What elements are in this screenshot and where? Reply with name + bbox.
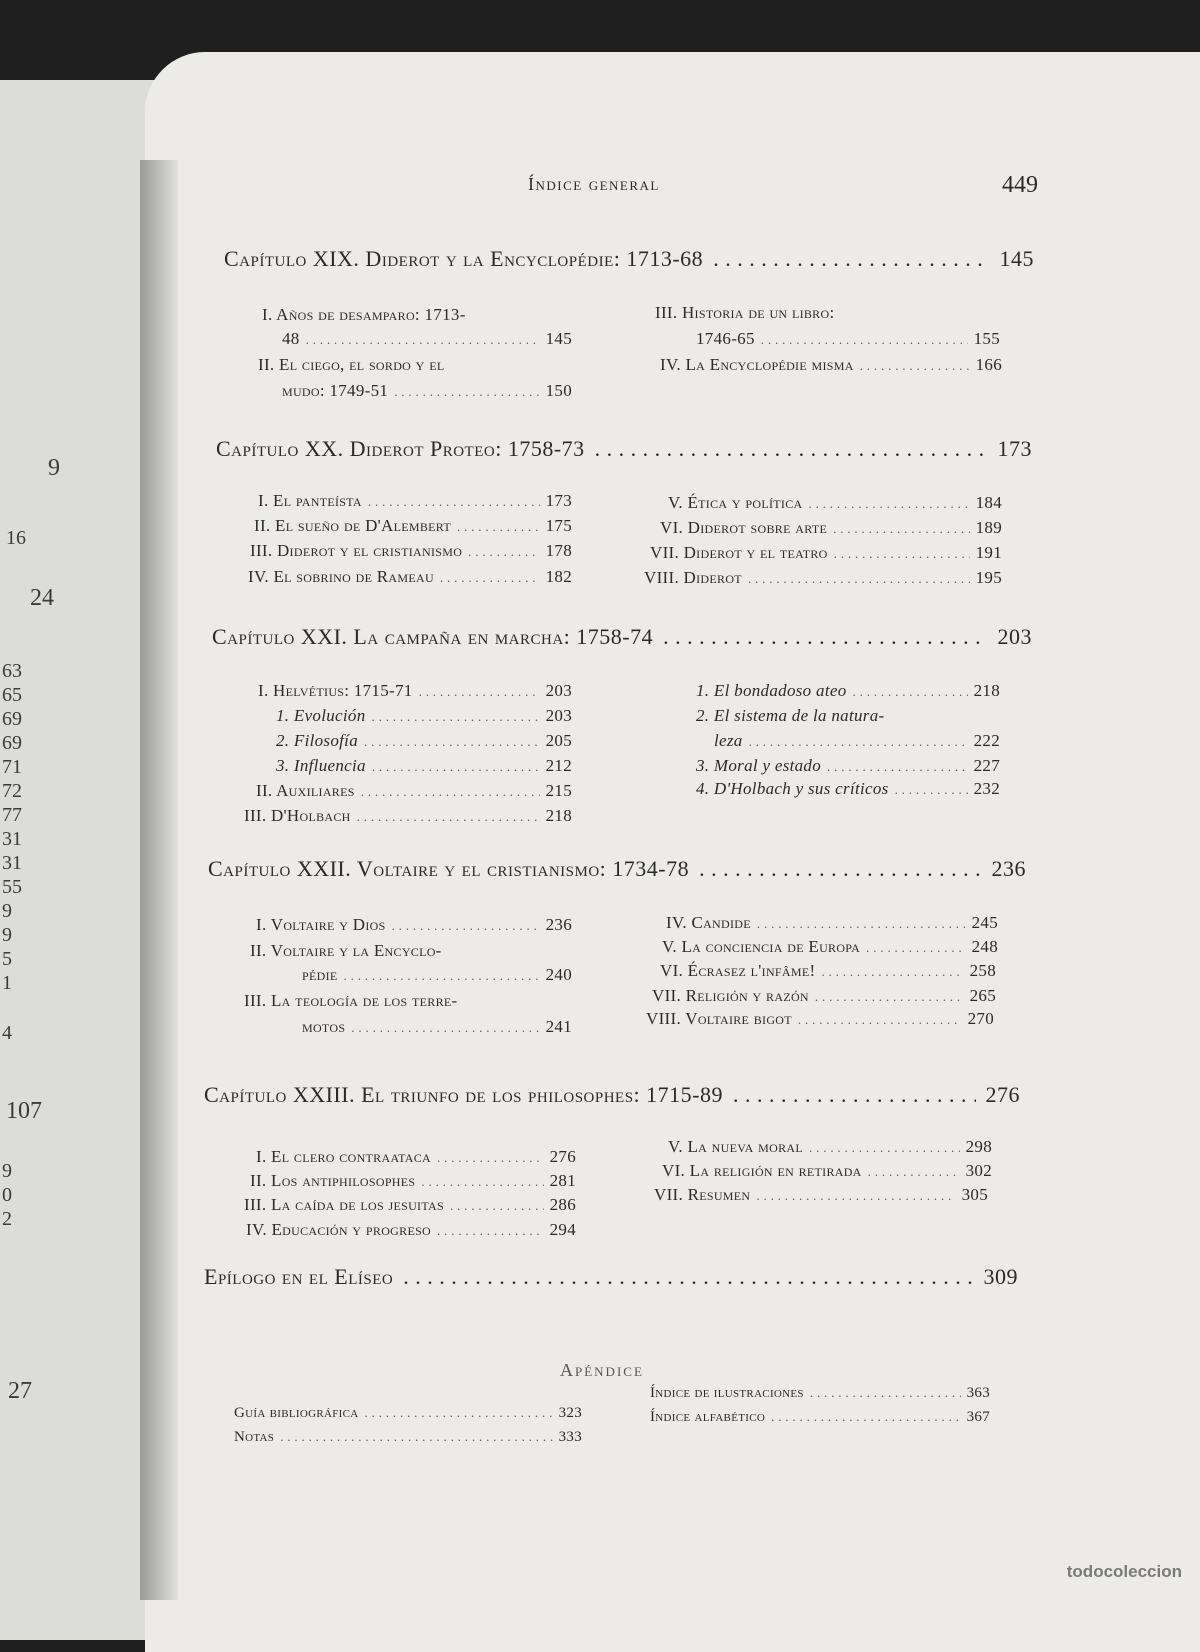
left-page-number: 69 [2,708,22,730]
toc-entry: 1746-65 . . . 155 [696,328,1000,350]
toc-entry: VIII. Voltaire bigot . . . 270 [646,1008,994,1030]
left-page-number: 5 [2,948,12,970]
left-page-number: 1 [2,972,12,994]
toc-entry: Índice alfabético . . . 367 [650,1408,990,1428]
left-page-number: 77 [2,804,22,826]
watermark: todocoleccion [1066,1562,1182,1581]
toc-entry: V. La conciencia de Europa . . . 248 [662,936,998,958]
toc-entry: I. El clero contraataca . . . 276 [256,1146,576,1168]
page-gutter [140,160,178,1600]
left-page-number: 107 [6,1098,42,1124]
toc-entry: II. Los antiphilosophes . . . 281 [250,1170,576,1192]
epilogue-title: Epílogo en el Elíseo . . . 309 [204,1264,1018,1290]
toc-entry: 2. Filosofía . . . 205 [276,730,572,752]
toc-entry: VII. Religión y razón . . . 265 [652,985,996,1007]
left-page-number: 65 [2,684,22,706]
left-page-number: 71 [2,756,22,778]
page-number: 449 [1002,172,1038,198]
toc-entry: IV. Candide . . . 245 [666,912,998,934]
chapter-title: Capítulo XXIII. El triunfo de los philosophes: 1715-89 . . . 276 [204,1082,1020,1108]
left-page-number: 31 [2,828,22,850]
toc-entry: Índice de ilustraciones . . . 363 [650,1384,990,1404]
toc-entry: 3. Moral y estado . . . 227 [696,755,1000,777]
toc-entry: motos . . . 241 [302,1016,572,1038]
toc-entry: II. Auxiliares . . . 215 [256,780,572,802]
left-page-number: 27 [8,1378,32,1404]
toc-entry: VII. Resumen . . . 305 [654,1184,988,1206]
toc-entry: III. La caída de los jesuitas . . . 286 [244,1194,576,1216]
toc-entry: V. La nueva moral . . . 298 [668,1136,992,1158]
left-page-number: 9 [2,900,12,922]
left-page-number: 9 [2,1160,12,1182]
chapter-title: Capítulo XIX. Diderot y la Encyclopédie: 1713-68 . . . 145 [224,246,1034,272]
toc-entry: V. Ética y política . . . 184 [668,492,1002,514]
toc-entry: I. Helvétius: 1715-71 . . . 203 [258,680,572,702]
toc-entry: 48 . . . 145 [282,328,572,350]
left-page-number: 9 [48,455,60,481]
chapter-title: Capítulo XXII. Voltaire y el cristianismo: 1734-78 . . . 236 [208,856,1026,882]
left-page-number: 16 [6,527,26,549]
toc-entry: I. Voltaire y Dios . . . 236 [256,914,572,936]
toc-entry: I. El panteísta . . . 173 [258,490,572,512]
chapter-title: Capítulo XXI. La campaña en marcha: 1758-74 . . . 203 [212,624,1032,650]
left-page-number: 63 [2,660,22,682]
toc-entry: I. Años de desamparo: 1713- [262,305,466,324]
toc-entry: IV. El sobrino de Rameau . . . 182 [248,566,572,588]
toc-entry: VIII. Diderot . . . 195 [644,567,1002,589]
left-page-number: 72 [2,780,22,802]
toc-entry: IV. La Encyclopédie misma . . . 166 [660,354,1002,376]
toc-entry: II. El sueño de D'Alembert . . . 175 [254,515,572,537]
left-page-number: 4 [2,1022,12,1044]
left-page-number: 69 [2,732,22,754]
left-page-number: 31 [2,852,22,874]
toc-entry: VI. La religión en retirada . . . 302 [662,1160,992,1182]
toc-entry: VI. Diderot sobre arte . . . 189 [660,517,1002,539]
toc-entry: II. El ciego, el sordo y el [258,355,445,374]
appendix-title: Apéndice [560,1360,644,1380]
toc-entry: III. Historia de un libro: [655,303,835,322]
left-page-number: 55 [2,876,22,898]
toc-entry: 2. El sistema de la natura- [696,706,885,725]
toc-entry: III. Diderot y el cristianismo . . . 178 [250,540,572,562]
toc-entry: IV. Educación y progreso . . . 294 [246,1219,576,1241]
toc-entry: 1. El bondadoso ateo . . . 218 [696,680,1000,702]
toc-entry: VII. Diderot y el teatro . . . 191 [650,542,1002,564]
toc-entry: Guía bibliográfica . . . 323 [234,1404,582,1424]
toc-entry: 3. Influencia . . . 212 [276,755,572,777]
left-page-number: 9 [2,924,12,946]
toc-entry: II. Voltaire y la Encyclo- [250,941,442,960]
toc-entry: mudo: 1749-51 . . . 150 [282,380,572,402]
left-page-number: 0 [2,1184,12,1206]
chapter-title: Capítulo XX. Diderot Proteo: 1758-73 . . . 173 [216,436,1032,462]
toc-entry: III. La teología de los terre- [244,991,458,1010]
toc-entry: 4. D'Holbach y sus críticos . . . 232 [696,778,1000,800]
left-page-number: 24 [30,585,54,611]
left-page-number: 2 [2,1208,12,1230]
toc-entry: III. D'Holbach . . . 218 [244,805,572,827]
running-head: Índice general [528,174,660,194]
toc-entry: pédie . . . 240 [302,964,572,986]
toc-entry: Notas . . . 333 [234,1428,582,1448]
toc-entry: leza . . . 222 [714,730,1000,752]
toc-entry: VI. Écrasez l'infâme! . . . 258 [660,960,996,982]
toc-entry: 1. Evolución . . . 203 [276,705,572,727]
